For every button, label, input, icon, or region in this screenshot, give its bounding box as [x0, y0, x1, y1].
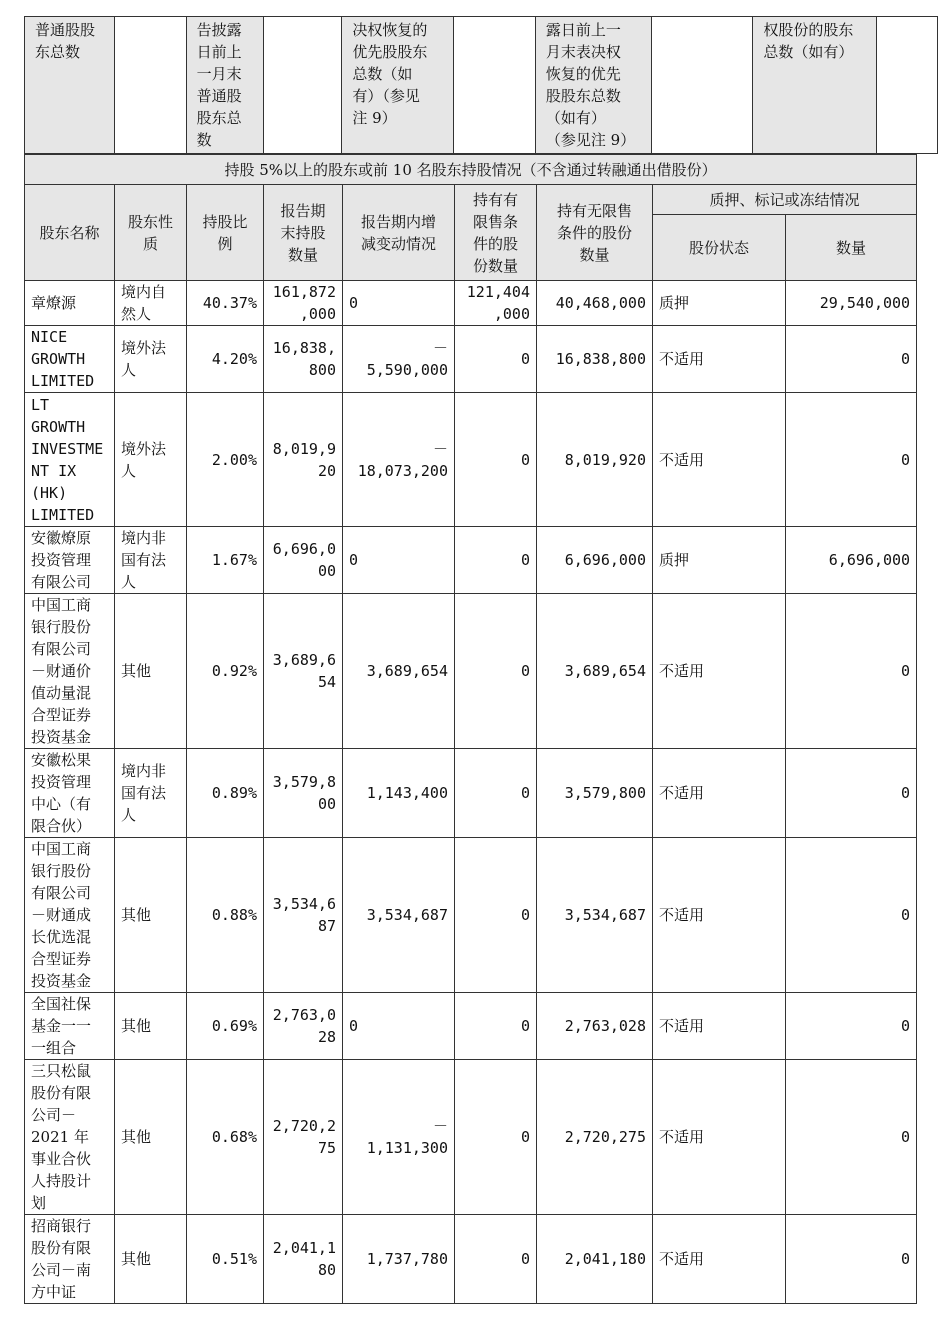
period-end-quantity-cell: 2,763,0 28: [264, 993, 343, 1060]
shareholder-nature-cell: 其他: [115, 594, 187, 749]
period-end-quantity-cell: 3,579,8 00: [264, 749, 343, 838]
pledge-quantity-cell: 0: [786, 1060, 917, 1215]
pledge-quantity-cell: 0: [786, 393, 917, 527]
top-cell-value: [454, 17, 536, 153]
shareholder-name-cell: LT GROWTH INVESTME NT IX (HK) LIMITED: [25, 393, 115, 527]
pledge-quantity-cell: 0: [786, 1215, 917, 1304]
shareholder-nature-cell: 其他: [115, 838, 187, 993]
shareholder-name-cell: NICE GROWTH LIMITED: [25, 326, 115, 393]
top-10-shareholders-table: [24, 154, 917, 1304]
top-cell-preferred-holders-prior-month-label: 露日前上一 月末表决权 恢复的优先 股股东总数 （如有） （参见注 9）: [536, 17, 652, 153]
header-period-end-quantity: 报告期 末持股 数量: [264, 185, 343, 281]
header-restricted-shares: 持有有 限售条 件的股 份数量: [455, 185, 537, 281]
pledge-quantity-cell: 29,540,000: [786, 281, 917, 326]
top-cell-common-holders-label: 普通股股 东总数: [25, 17, 115, 153]
header-row: [25, 185, 917, 215]
period-end-quantity-cell: 2,041,1 80: [264, 1215, 343, 1304]
table-row: [25, 527, 917, 594]
shareholder-nature-cell: 境内非 国有法 人: [115, 749, 187, 838]
table-row: [25, 838, 917, 993]
shareholder-nature-cell: 其他: [115, 1060, 187, 1215]
top-cell-special-voting-holders-label: 权股份的股东 总数（如有）: [753, 17, 877, 153]
restricted-shares-cell: 0: [455, 594, 537, 749]
holding-ratio-cell: 4.20%: [187, 326, 264, 393]
table-row: [25, 326, 917, 393]
table-row: [25, 749, 917, 838]
pledge-quantity-cell: 0: [786, 838, 917, 993]
header-pledge-status: 股份状态: [653, 215, 786, 281]
pledge-status-cell: 质押: [653, 281, 786, 326]
period-change-cell: 0: [343, 527, 455, 594]
table-row: [25, 594, 917, 749]
period-end-quantity-cell: 161,872 ,000: [264, 281, 343, 326]
pledge-quantity-cell: 0: [786, 993, 917, 1060]
unrestricted-shares-cell: 40,468,000: [537, 281, 653, 326]
table-row: [25, 993, 917, 1060]
holding-ratio-cell: 2.00%: [187, 393, 264, 527]
header-period-change: 报告期内增 减变动情况: [343, 185, 455, 281]
top-cell-value: [877, 17, 937, 153]
table-row: [25, 393, 917, 527]
shareholder-name-cell: 中国工商 银行股份 有限公司 －财通价 值动量混 合型证券 投资基金: [25, 594, 115, 749]
shareholder-nature-cell: 境内非 国有法 人: [115, 527, 187, 594]
holding-ratio-cell: 0.92%: [187, 594, 264, 749]
unrestricted-shares-cell: 3,579,800: [537, 749, 653, 838]
header-shareholder-nature: 股东性 质: [115, 185, 187, 281]
header-holding-ratio: 持股比 例: [187, 185, 264, 281]
pledge-quantity-cell: 0: [786, 594, 917, 749]
period-end-quantity-cell: 16,838, 800: [264, 326, 343, 393]
shareholder-name-cell: 中国工商 银行股份 有限公司 －财通成 长优选混 合型证券 投资基金: [25, 838, 115, 993]
top-cell-value: [115, 17, 187, 153]
period-change-cell: 0: [343, 281, 455, 326]
header-pledge-group: 质押、标记或冻结情况: [653, 185, 917, 215]
restricted-shares-cell: 0: [455, 326, 537, 393]
top-header-strip: [24, 16, 938, 154]
shareholder-nature-cell: 其他: [115, 1215, 187, 1304]
header-shareholder-name: 股东名称: [25, 185, 115, 281]
pledge-status-cell: 不适用: [653, 838, 786, 993]
period-end-quantity-cell: 2,720,2 75: [264, 1060, 343, 1215]
period-change-cell: 3,689,654: [343, 594, 455, 749]
unrestricted-shares-cell: 16,838,800: [537, 326, 653, 393]
period-change-cell: 1,143,400: [343, 749, 455, 838]
table-row: [25, 1215, 917, 1304]
shareholder-name-cell: 招商银行 股份有限 公司－南 方中证: [25, 1215, 115, 1304]
holding-ratio-cell: 0.89%: [187, 749, 264, 838]
period-change-cell: － 5,590,000: [343, 326, 455, 393]
restricted-shares-cell: 0: [455, 993, 537, 1060]
holding-ratio-cell: 40.37%: [187, 281, 264, 326]
pledge-status-cell: 不适用: [653, 393, 786, 527]
pledge-status-cell: 不适用: [653, 749, 786, 838]
holding-ratio-cell: 0.69%: [187, 993, 264, 1060]
period-end-quantity-cell: 6,696,0 00: [264, 527, 343, 594]
restricted-shares-cell: 0: [455, 393, 537, 527]
pledge-status-cell: 不适用: [653, 594, 786, 749]
pledge-quantity-cell: 6,696,000: [786, 527, 917, 594]
restricted-shares-cell: 0: [455, 1060, 537, 1215]
top-cell-preferred-holders-label: 决权恢复的 优先股股东 总数（如 有）（参见 注 9）: [342, 17, 454, 153]
period-end-quantity-cell: 8,019,9 20: [264, 393, 343, 527]
period-change-cell: 1,737,780: [343, 1215, 455, 1304]
period-change-cell: 3,534,687: [343, 838, 455, 993]
shareholder-name-cell: 安徽燎原 投资管理 有限公司: [25, 527, 115, 594]
unrestricted-shares-cell: 2,720,275: [537, 1060, 653, 1215]
shareholder-name-cell: 章燎源: [25, 281, 115, 326]
shareholder-nature-cell: 境外法 人: [115, 326, 187, 393]
unrestricted-shares-cell: 6,696,000: [537, 527, 653, 594]
restricted-shares-cell: 0: [455, 749, 537, 838]
unrestricted-shares-cell: 3,534,687: [537, 838, 653, 993]
unrestricted-shares-cell: 2,763,028: [537, 993, 653, 1060]
period-end-quantity-cell: 3,534,6 87: [264, 838, 343, 993]
shareholder-nature-cell: 其他: [115, 993, 187, 1060]
unrestricted-shares-cell: 3,689,654: [537, 594, 653, 749]
pledge-quantity-cell: 0: [786, 326, 917, 393]
shareholder-nature-cell: 境外法 人: [115, 393, 187, 527]
shareholder-name-cell: 三只松鼠 股份有限 公司－ 2021 年 事业合伙 人持股计 划: [25, 1060, 115, 1215]
restricted-shares-cell: 121,404 ,000: [455, 281, 537, 326]
pledge-status-cell: 不适用: [653, 1060, 786, 1215]
pledge-status-cell: 不适用: [653, 1215, 786, 1304]
holding-ratio-cell: 0.68%: [187, 1060, 264, 1215]
unrestricted-shares-cell: 8,019,920: [537, 393, 653, 527]
period-end-quantity-cell: 3,689,6 54: [264, 594, 343, 749]
period-change-cell: － 18,073,200: [343, 393, 455, 527]
period-change-cell: 0: [343, 993, 455, 1060]
restricted-shares-cell: 0: [455, 1215, 537, 1304]
holding-ratio-cell: 0.51%: [187, 1215, 264, 1304]
top-cell-common-holders-prior-month-label: 告披露 日前上 一月末 普通股 股东总 数: [187, 17, 264, 153]
pledge-status-cell: 质押: [653, 527, 786, 594]
pledge-status-cell: 不适用: [653, 326, 786, 393]
holding-ratio-cell: 0.88%: [187, 838, 264, 993]
unrestricted-shares-cell: 2,041,180: [537, 1215, 653, 1304]
header-pledge-quantity: 数量: [786, 215, 917, 281]
shareholder-nature-cell: 境内自 然人: [115, 281, 187, 326]
header-unrestricted-shares: 持有无限售 条件的股份 数量: [537, 185, 653, 281]
table-caption-row: [25, 155, 917, 185]
top-cell-value: [652, 17, 754, 153]
pledge-status-cell: 不适用: [653, 993, 786, 1060]
table-row: [25, 281, 917, 326]
holding-ratio-cell: 1.67%: [187, 527, 264, 594]
table-caption: 持股 5%以上的股东或前 10 名股东持股情况（不含通过转融通出借股份）: [25, 155, 917, 185]
pledge-quantity-cell: 0: [786, 749, 917, 838]
shareholder-name-cell: 安徽松果 投资管理 中心（有 限合伙）: [25, 749, 115, 838]
period-change-cell: － 1,131,300: [343, 1060, 455, 1215]
table-row: [25, 1060, 917, 1215]
shareholder-name-cell: 全国社保 基金一一 一组合: [25, 993, 115, 1060]
top-cell-value: [264, 17, 343, 153]
restricted-shares-cell: 0: [455, 838, 537, 993]
restricted-shares-cell: 0: [455, 527, 537, 594]
